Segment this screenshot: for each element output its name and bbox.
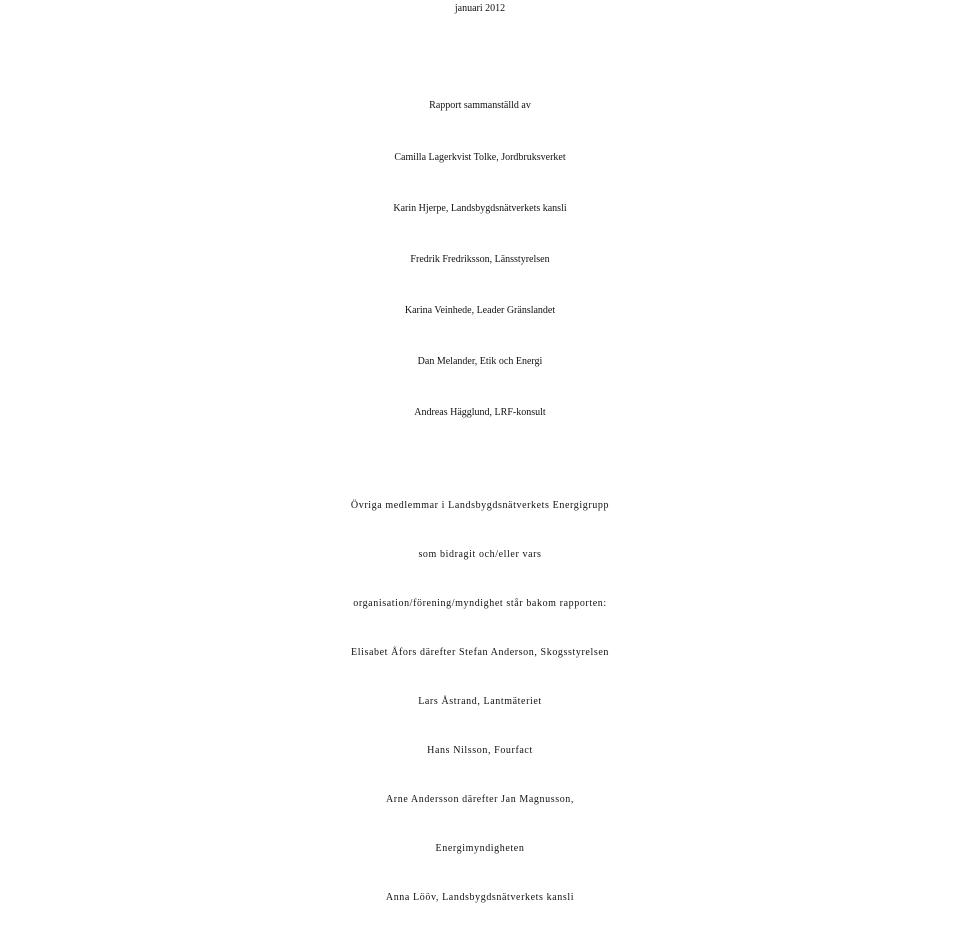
member-line: Energimyndigheten xyxy=(435,843,525,854)
author-line: Karina Veinhede, Leader Gränslandet xyxy=(404,305,556,316)
report-date: januari 2012 xyxy=(454,3,506,14)
authors-heading: Rapport sammanställd av xyxy=(429,100,531,111)
members-intro-line: som bidragit och/eller vars xyxy=(418,549,542,560)
member-line: Hans Nilsson, Fourfact xyxy=(427,745,533,756)
author-line: Fredrik Fredriksson, Länsstyrelsen xyxy=(410,254,550,265)
author-line: Camilla Lagerkvist Tolke, Jordbruksverket xyxy=(394,152,566,163)
members-intro-line: Övriga medlemmar i Landsbygdsnätverkets Energigrupp xyxy=(350,500,610,511)
members-intro-line: organisation/förening/myndighet står bakom rapporten: xyxy=(353,598,607,609)
member-line: Arne Andersson därefter Jan Magnusson, xyxy=(385,794,575,805)
member-line: Anna Lööv, Landsbygdsnätverkets kansli xyxy=(385,892,575,903)
member-line: Elisabet Åfors därefter Stefan Anderson, Skogsstyrelsen xyxy=(351,647,609,658)
author-line: Karin Hjerpe, Landsbygdsnätverkets kansli xyxy=(393,203,567,214)
member-line: Lars Åstrand, Lantmäteriet xyxy=(418,696,542,707)
author-line: Andreas Hägglund, LRF-konsult xyxy=(414,407,546,418)
author-line: Dan Melander, Etik och Energi xyxy=(417,356,543,367)
